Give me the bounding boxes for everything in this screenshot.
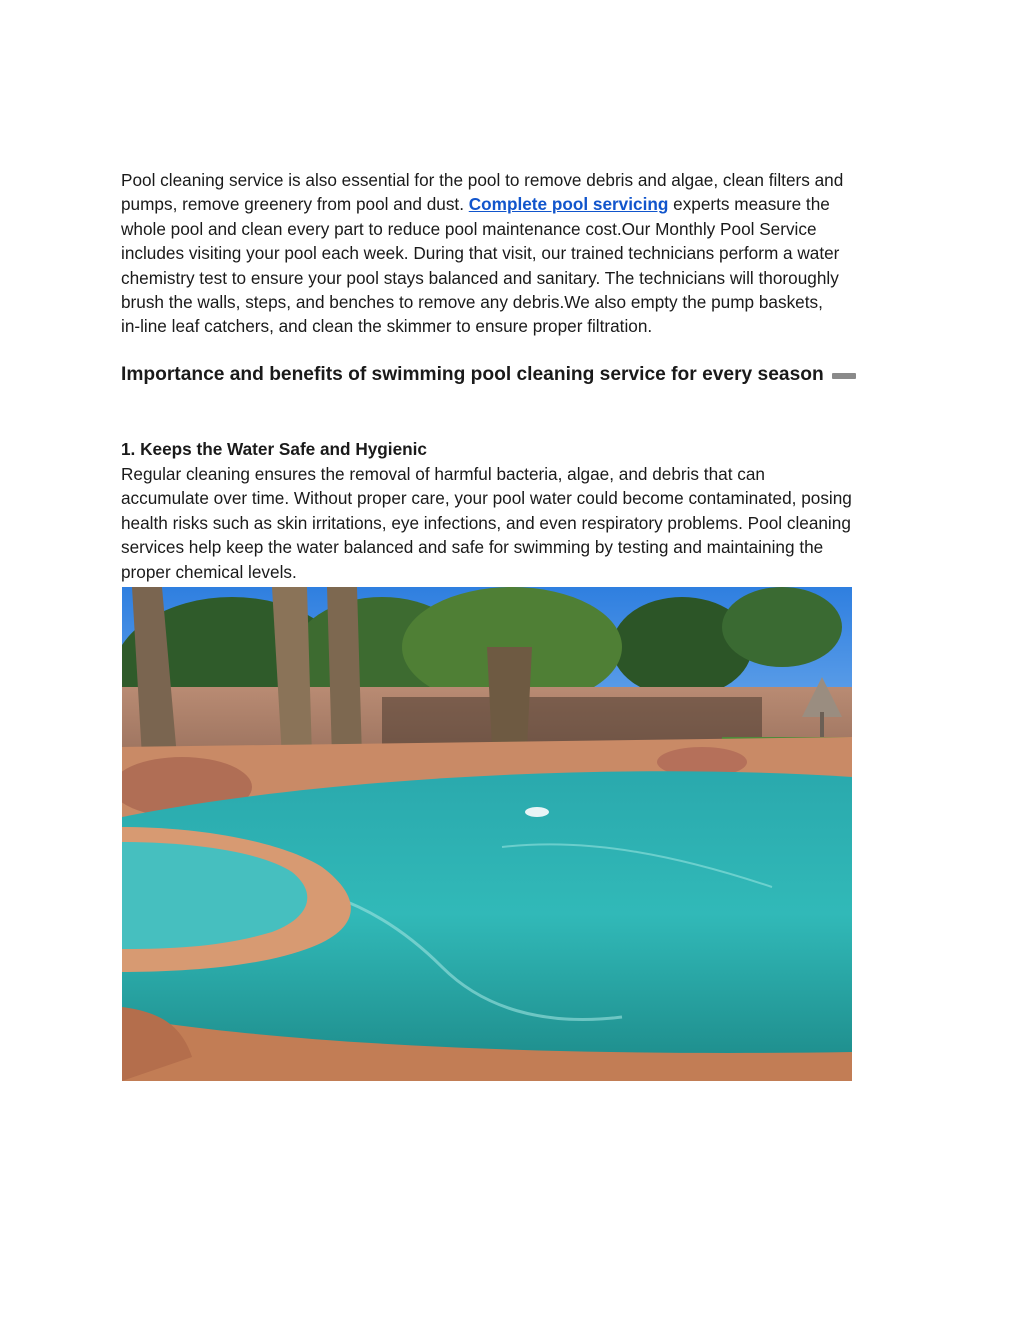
section-heading-text: Importance and benefits of swimming pool cleaning service for every season — [121, 364, 824, 385]
intro-text — [121, 168, 911, 339]
section1-line: services help keep the water balanced and safe for swimming by testing and maintaining the — [121, 537, 824, 558]
intro-line-end: experts measure the — [668, 194, 830, 215]
complete-pool-servicing-link[interactable]: Complete pool servicing — [468, 194, 669, 215]
section1-line: health risks such as skin irritations, eye infections, and even respiratory problems. Pool cleaning — [121, 512, 851, 533]
palm-trunk — [487, 647, 532, 747]
tree-foliage — [722, 587, 842, 667]
section-heading — [121, 364, 856, 386]
section1-line: Regular cleaning ensures the removal of harmful bacteria, algae, and debris that can — [121, 464, 765, 484]
intro-line: brush the walls, steps, and benches to remove any debris.We also empty the pump baskets, — [121, 292, 823, 313]
palm-trunk — [327, 587, 362, 757]
dash-icon — [832, 373, 856, 379]
intro-line: chemistry test to ensure your pool stays balanced and sanitary. The technicians will thoroughly — [121, 267, 839, 288]
intro-paragraph — [121, 168, 911, 339]
pool-photo-illustration — [122, 587, 852, 1081]
section1-line: proper chemical levels. — [121, 561, 297, 582]
pool-photo — [122, 587, 852, 1081]
section1-body — [121, 462, 911, 584]
intro-line: Pool cleaning service is also essential for the pool to remove debris and algae, clean filters and — [121, 170, 844, 190]
intro-line: whole pool and clean every part to reduce pool maintenance cost.Our Monthly Pool Service — [121, 218, 817, 239]
section1-text — [121, 462, 911, 584]
intro-line — [121, 192, 911, 216]
intro-line: includes visiting your pool each week. During that visit, our trained technicians perform a water — [121, 243, 840, 264]
section1-title: 1. Keeps the Water Safe and Hygienic — [121, 439, 427, 459]
pool-skimmer — [525, 807, 549, 817]
intro-line: in-line leaf catchers, and clean the skimmer to ensure proper filtration. — [121, 316, 653, 337]
section1-line: accumulate over time. Without proper care, your pool water could become contaminated, posing — [121, 488, 852, 509]
intro-line-start: pumps, remove greenery from pool and dust. — [121, 194, 469, 215]
